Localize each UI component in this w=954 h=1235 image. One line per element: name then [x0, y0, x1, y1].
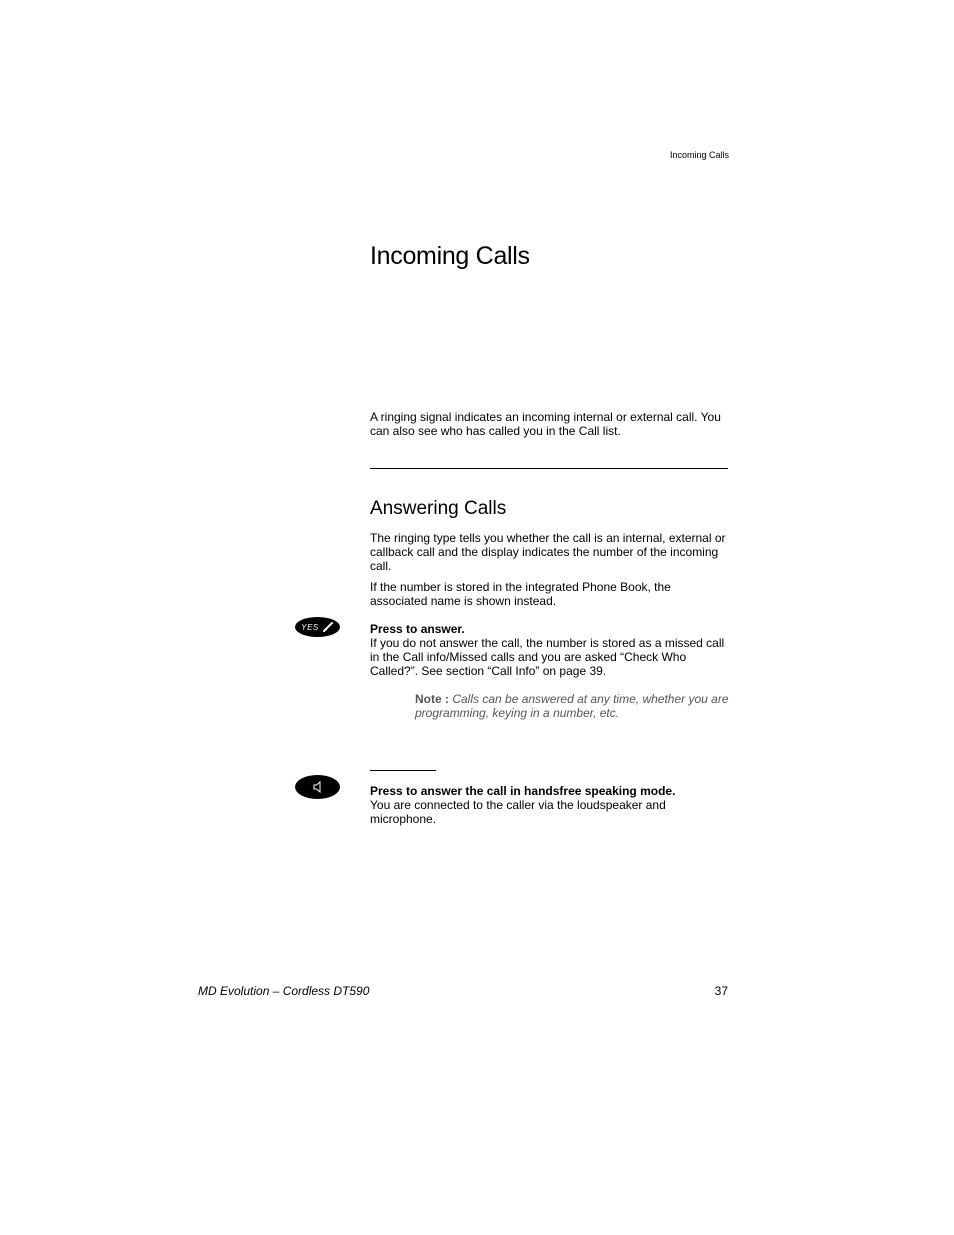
paragraph-ringing-type: The ringing type tells you whether the call is an internal, external or callback call and the display indicates the number of the incoming call. — [370, 531, 726, 573]
handsfree-detail: You are connected to the caller via the loudspeaker and microphone. — [370, 798, 666, 826]
speaker-key-button — [295, 775, 340, 799]
footer-product: MD Evolution – Cordless DT590 — [198, 984, 370, 998]
speaker-icon — [313, 781, 323, 793]
paragraph-phone-book: If the number is stored in the integrated Phone Book, the associated name is shown instead. — [370, 580, 671, 608]
intro-paragraph: A ringing signal indicates an incoming internal or external call. You can also see who has called you in the Call list. — [370, 410, 721, 438]
running-header: Incoming Calls — [669, 150, 729, 160]
yes-key-button — [295, 617, 340, 637]
section-heading: Answering Calls — [370, 498, 507, 519]
note-text: Calls can be answered at any time, whether you are programming, keying in a number, etc. — [415, 692, 729, 720]
handsfree-instruction: Press to answer the call in handsfree speaking mode. — [370, 784, 676, 798]
answer-block — [370, 622, 730, 678]
note-block — [415, 692, 735, 720]
answer-detail: If you do not answer the call, the number is stored as a missed call in the Call info/Missed calls and you are asked “Check Who Called?”. See section “Call Info” on page 39. — [370, 636, 725, 678]
short-divider — [370, 770, 436, 771]
handsfree-block — [370, 784, 730, 826]
yes-key-label: YES — [301, 622, 319, 632]
page-title: Incoming Calls — [370, 242, 530, 270]
page-number: 37 — [714, 984, 728, 998]
answer-instruction: Press to answer. — [370, 622, 465, 636]
section-divider — [370, 468, 728, 469]
handset-icon — [322, 621, 334, 633]
note-label: Note : — [415, 692, 449, 706]
